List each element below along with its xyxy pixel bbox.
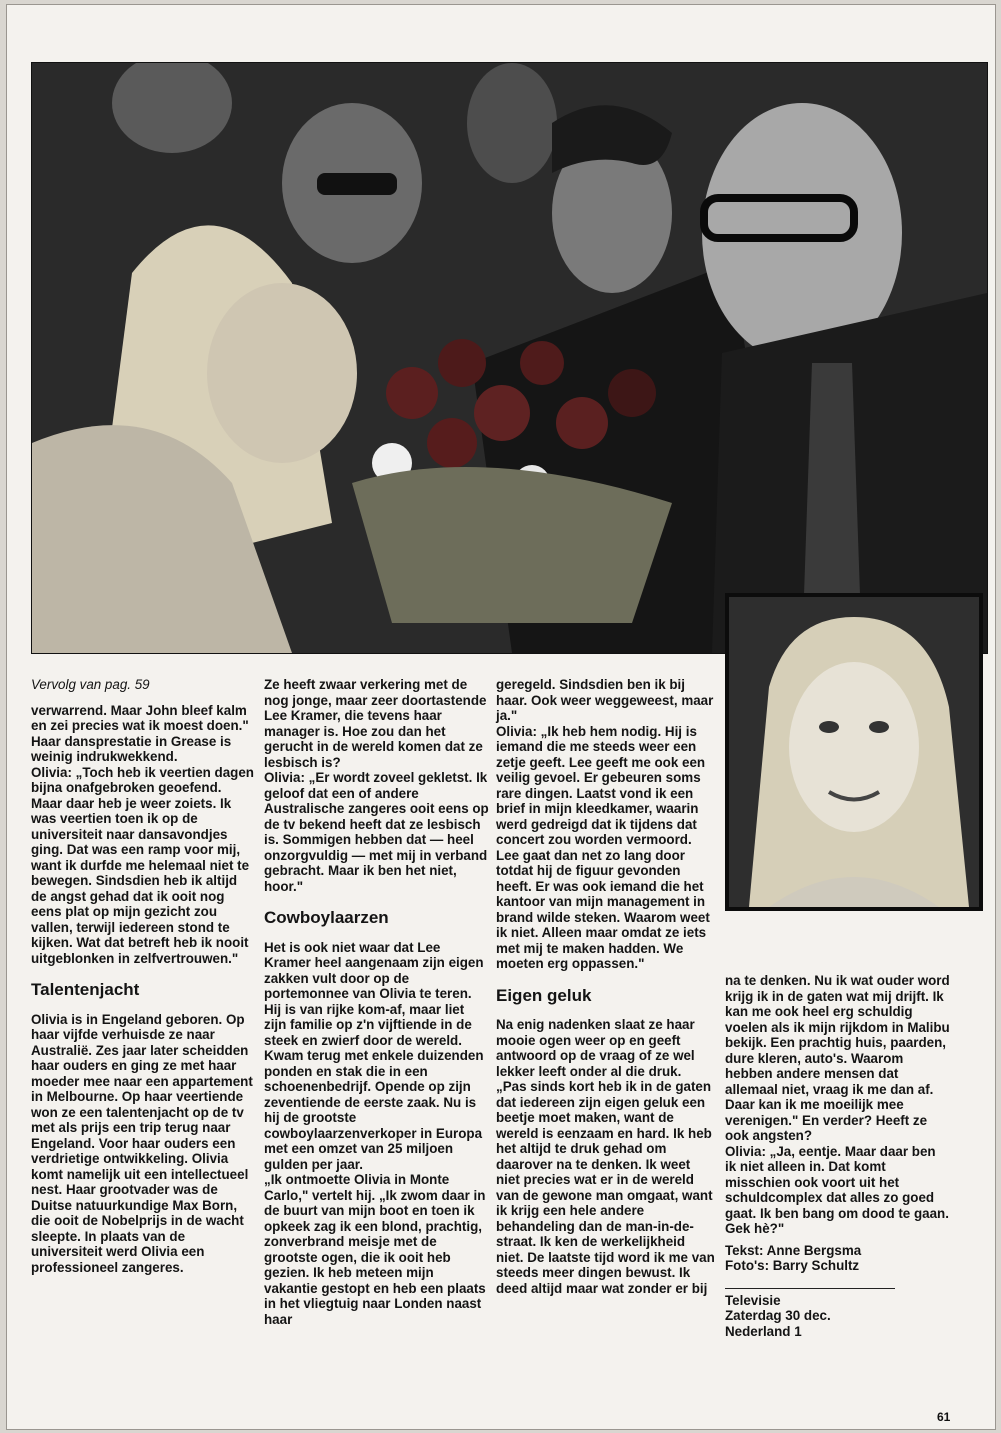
text-credit: Tekst: Anne Bergsma (725, 1242, 862, 1258)
section-heading-eigen-geluk: Eigen geluk (496, 985, 592, 1005)
section-heading-talentenjacht: Talentenjacht (31, 980, 140, 999)
paragraph: Olivia: „Toch heb ik veertien dagen bijna onafgebroken geoefend. Maar daar heb je weer zoiets. Ik was veertien toen ik op de universiteit naar dansavondjes ging. Dat was een ramp voor mij, want ik durfde me helemaal niet te bewegen. Sindsdien heb ik altijd de angst gehad dat ik ooit nog eens plat op mijn gezicht zou vallen, terwijl iedereen stond te kijken. Wat dat betreft heb ik nooit uitgeblonken in zelfvertrouwen." (31, 764, 254, 966)
tv-date: Zaterdag 30 dec. (725, 1308, 831, 1323)
article-column-3 (496, 677, 716, 1296)
main-photo (31, 62, 988, 654)
article-column-1 (31, 677, 256, 1275)
main-photo-illustration (32, 63, 987, 653)
article-column-4 (725, 973, 950, 1339)
paragraph: Na enig nadenken slaat ze haar mooie ogen weer op en geeft antwoord op de vraag of ze wel lekker leeft onder al die druk. (496, 1017, 695, 1079)
tv-channel-type: Televisie (725, 1292, 781, 1308)
inset-photo (725, 593, 983, 911)
tv-network: Nederland 1 (725, 1323, 802, 1339)
paragraph: na te denken. Nu ik wat ouder word krijg ik in de gaten wat mij drijft. Ik kan me ook heel erg schuldig voelen als ik mijn rijkdom in Malibu bekijk. Een prachtig huis, paarden, dure kleren, auto's. Waarom hebben andere mensen dat allemaal niet, vraag ik me dan af. Daar kan ik me moeilijk mee verenigen." En verder? Heeft ze ook angsten? (725, 973, 950, 1143)
paragraph: „Ik ontmoette Olivia in Monte Carlo," vertelt hij. „Ik zwom daar in de buurt van mijn boot en toen ik opkeek zag ik een blond, prachtig, zonverbrand meisje met de grootste ogen, die ik ooit heb gezien. Ik heb meteen mijn vakantie gestopt en heb een plaats in het vliegtuig naar Londen naast haar (264, 1172, 486, 1327)
paragraph: „Pas sinds kort heb ik in de gaten dat iedereen zijn eigen geluk een beetje moet maken, want de wereld is eenzaam en hard. Ik heb het altijd te druk gehad om daarover na te denken. Ik weet niet precies wat er in de wereld van de gewone man omgaat, want ik krijg een hele andere behandeling dan de man-in-de-straat. Ik ken de werkelijkheid niet. De laatste tijd word ik me van steeds meer dingen bewust. Ik deed altijd maar wat zonder er bij (496, 1079, 715, 1296)
paragraph: verwarrend. Maar John bleef kalm en zei precies wat ik moest doen." (31, 702, 249, 733)
paragraph: Olivia is in Engeland geboren. Op haar vijfde verhuisde ze naar Australië. Zes jaar later scheidden haar ouders en ging ze met haar moeder mee naar een appartement in Melbourne. Op haar veertiende won ze een talentenjacht op de tv met als prijs een trip terug naar Engeland. Voor haar ouders een verdrietige ontwikkeling. Olivia komt namelijk uit een intellectueel nest. Haar grootvader was de Duitse natuurkundige Max Born, die ooit de Nobelprijs in de wacht sleepte. In plaats van de universiteit werd Olivia een professioneel zangeres. (31, 1011, 253, 1275)
magazine-page (6, 4, 996, 1430)
article-column-2 (264, 677, 489, 1327)
photo-credit: Foto's: Barry Schultz (725, 1258, 860, 1273)
paragraph: Het is ook niet waar dat Lee Kramer heel aangenaam zijn eigen zakken vult door op de portemonnee van Olivia te teren. Hij is van rijke kom-af, maar liet zijn familie op z'n vijftiende in de steek en zwierf door de wereld. Kwam terug met enkele duizenden ponden en stak die in een schoenenbedrijf. Opende op zijn zeventiende de eerste zaak. Nu is hij de grootste cowboylaarzenverkoper in Europa met een omzet van 25 miljoen gulden per jaar. (264, 939, 484, 1172)
paragraph: Olivia: „Ik heb hem nodig. Hij is iemand die me steeds weer een zetje geeft. Lee geeft me ook een veilig gevoel. Er gebeuren soms rare dingen. Laatst vond ik een brief in mijn kleedkamer, waarin werd gedreigd dat ik tijdens dat concert zou worden vermoord. Lee gaat dan net zo lang door totdat hij de figuur gevonden heeft. Er was ook iemand die het kantoor van mijn management in brand wilde steken. Waarom weet ik niet. Alleen maar omdat ze iets met mij te maken hadden. We moeten erg oppassen." (496, 723, 710, 971)
inset-photo-illustration (729, 597, 979, 907)
paragraph: geregeld. Sindsdien ben ik bij haar. Ook weer weggeweest, maar ja." (496, 677, 714, 723)
paragraph: Olivia: „Er wordt zoveel gekletst. Ik geloof dat een of andere Australische zangeres ooit eens op de tv bekend heeft dat ze lesbisch is. Sommigen hebben dat — heel onzorgvuldig — met mij in verband gebracht. Maar ik ben het niet, hoor." (264, 770, 489, 894)
paragraph: Ze heeft zwaar verkering met de nog jonge, maar zeer doortastende Lee Kramer, die tevens haar manager is. Hoe zou dan het gerucht in de wereld komen dat ze lesbisch is? (264, 677, 487, 770)
section-heading-cowboylaarzen: Cowboylaarzen (264, 908, 389, 927)
continued-from-note: Vervolg van pag. 59 (31, 677, 150, 692)
page-number: 61 (937, 1410, 951, 1424)
paragraph: Olivia: „Ja, eentje. Maar daar ben ik niet alleen in. Dat komt misschien ook voort uit het schuldcomplex dat alles zo goed gaat. Ik ben bang om dood te gaan. Gek hè?" (725, 1143, 949, 1236)
paragraph: Haar dansprestatie in Grease is weinig indrukwekkend. (31, 733, 232, 764)
tv-broadcast-info (725, 1288, 895, 1340)
